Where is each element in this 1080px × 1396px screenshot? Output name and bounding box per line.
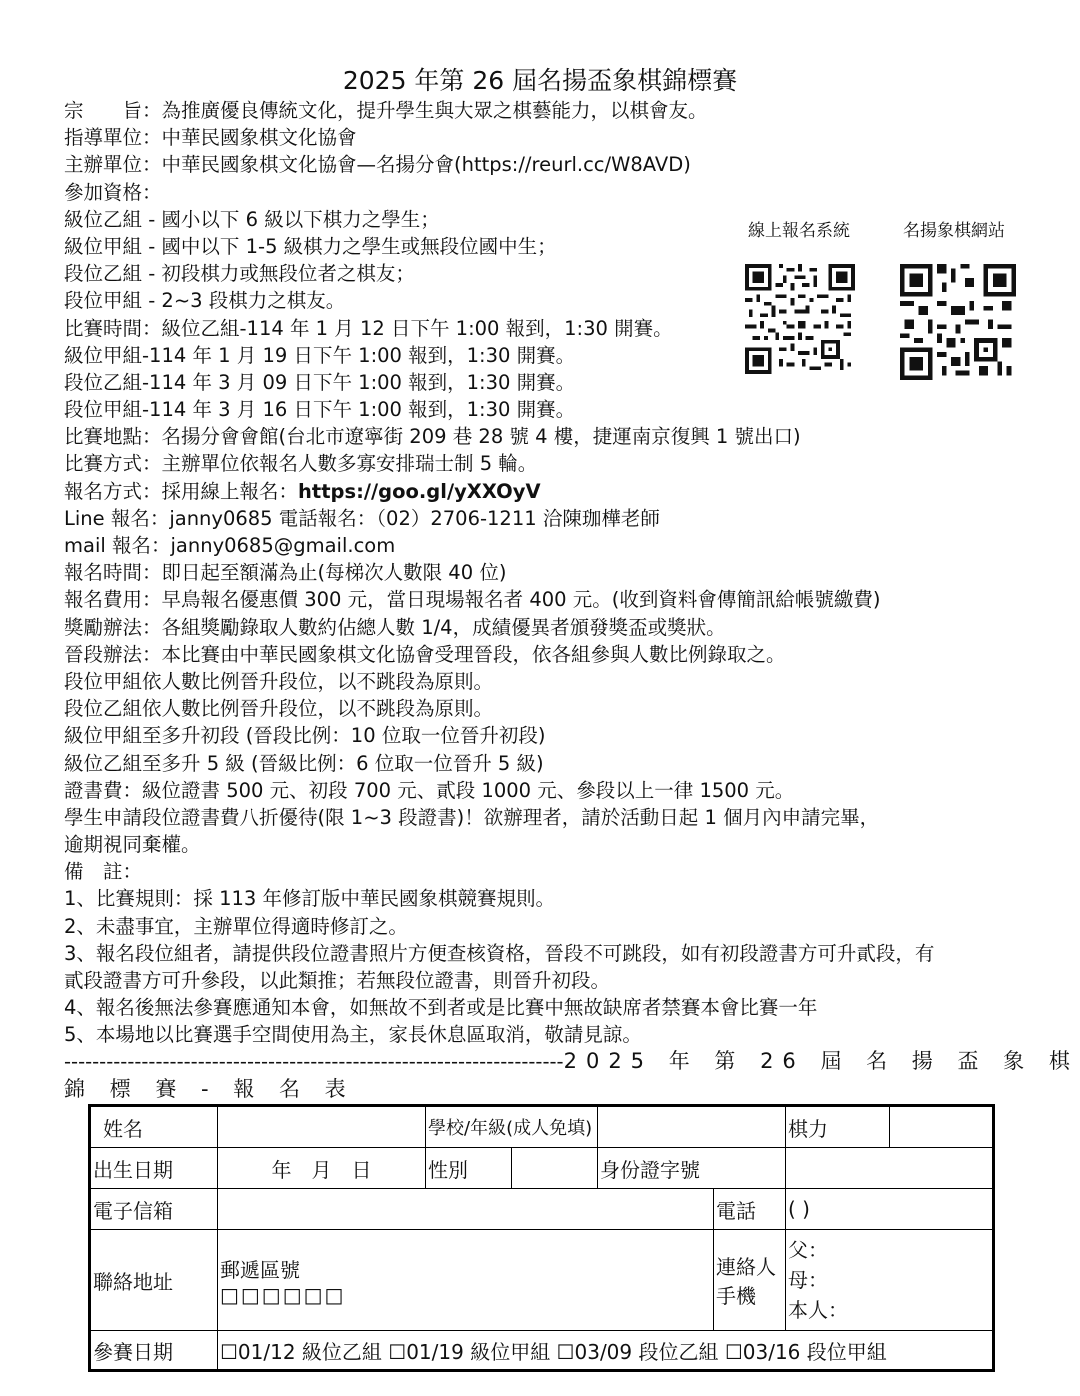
schedule-line: 級位甲組-114 年 1 月 19 日下午 1:00 報到，1:30 開賽。: [64, 343, 576, 367]
contact-label: [714, 1230, 786, 1331]
email-label: 電子信箱: [90, 1189, 218, 1230]
student-discount-line: 學生申請段位證書費八折優待(限 1~3 段證書)！欲辦理者，請於活動日起 1 個月內申請完畢，: [64, 805, 880, 829]
date-label: 參賽日期: [90, 1331, 218, 1371]
id-number-field[interactable]: [786, 1148, 994, 1189]
gender-label: 性別: [426, 1148, 512, 1189]
notes-heading: 備 註：: [64, 860, 143, 884]
gender-field[interactable]: [512, 1148, 598, 1189]
skill-label: 棋力: [786, 1106, 890, 1148]
online-register-label: 線上報名系統: [748, 221, 850, 241]
contact-label-line2: 手機: [716, 1284, 757, 1308]
birth-label: 出生日期: [90, 1148, 218, 1189]
self-phone: 本人：: [788, 1298, 849, 1322]
info-lines: [64, 97, 1024, 1049]
form-divider: [64, 1048, 1079, 1075]
school-field[interactable]: [598, 1106, 786, 1148]
page-title: 2025 年第 26 屆名揚盃象棋錦標賽: [342, 66, 738, 95]
father-phone: 父：: [788, 1238, 829, 1262]
form-title-part2: 錦 標 賽 - 報 名 表: [64, 1077, 355, 1101]
promotion-item: 級位甲組至多升初段 (晉段比例：10 位取一位晉升初段): [64, 724, 546, 748]
phone-field[interactable]: ( ): [786, 1189, 994, 1230]
phone-label: 電話: [714, 1189, 786, 1230]
eligibility-item: 級位乙組 - 國小以下 6 級以下棋力之學生；: [64, 207, 440, 231]
note-item: 5、本場地以比賽選手空間使用為主，家長休息區取消，敬請見諒。: [64, 1023, 642, 1047]
note-item: 4、報名後無法參賽應通知本會，如無故不到者或是比賽中無故缺席者禁賽本會比賽一年: [64, 996, 818, 1020]
form-title-part1: 2025 年 第 26 屆 名 揚 盃 象 棋: [563, 1049, 1079, 1073]
mail-register-line: mail 報名：janny0685@gmail.com: [64, 534, 396, 557]
award-line: 獎勵辦法：各組獎勵錄取人數約佔總人數 1/4，成績優異者頒發獎盃或獎狀。: [64, 615, 726, 639]
format-line: 比賽方式：主辦單位依報名人數多寡安排瑞士制 5 輪。: [64, 452, 538, 476]
advisor-line: 指導單位：中華民國象棋文化協會: [64, 126, 357, 150]
divider-dashes: -----------------------------------------------------------------------: [64, 1050, 564, 1073]
organizer-line: 主辦單位：中華民國象棋文化協會—名揚分會(https://reurl.cc/W8AVD): [64, 153, 691, 177]
register-url-link[interactable]: https://goo.gl/yXXOyV: [298, 479, 541, 503]
eligibility-item: 級位甲組 - 國中以下 1-5 級棋力之學生或無段位國中生；: [64, 234, 557, 258]
promotion-item: 級位乙組至多升 5 級 (晉級比例：6 位取一位晉升 5 級): [64, 751, 544, 775]
name-field[interactable]: [218, 1106, 426, 1148]
note-item: 3、報名段位組者，請提供段位證書照片方便查核資格，晉段不可跳段，如有初段證書方可升貳段，有: [64, 941, 935, 965]
name-label: 姓名: [90, 1106, 218, 1148]
online-register-qr-icon[interactable]: [745, 264, 855, 374]
note-item: 2、未盡事宜，主辦單位得適時修訂之。: [64, 914, 408, 938]
fee-line: 報名費用：早鳥報名優惠價 300 元，當日現場報名者 400 元。(收到資料會傳簡訊給帳號繳費): [64, 588, 881, 612]
postal-boxes[interactable]: □□□□□□: [220, 1282, 346, 1307]
purpose-line: 宗 旨：為推廣優良傳統文化，提升學生與大眾之棋藝能力，以棋會友。: [64, 99, 708, 122]
contact-field[interactable]: [786, 1230, 994, 1331]
promotion-item: 段位甲組依人數比例晉升段位，以不跳段為原則。: [64, 669, 494, 693]
venue-line: 比賽地點：名揚分會會館(台北市遼寧街 209 巷 28 號 4 樓，捷運南京復興 1 號出口): [64, 425, 801, 449]
registration-form: [88, 1104, 995, 1372]
address-field[interactable]: [218, 1230, 714, 1331]
note-item: 1、比賽規則：採 113 年修訂版中華民國象棋競賽規則。: [64, 887, 556, 911]
eligibility-line: 參加資格：: [64, 180, 162, 204]
school-label: 學校/年級(成人免填): [426, 1106, 598, 1148]
email-field[interactable]: [218, 1189, 714, 1230]
register-method-label: 報名方式：採用線上報名：: [64, 479, 299, 503]
student-discount-line: 逾期視同棄權。: [64, 833, 201, 857]
skill-field[interactable]: [890, 1106, 994, 1148]
birth-field[interactable]: 年 月 日: [218, 1148, 426, 1189]
website-qr-icon[interactable]: [900, 264, 1016, 380]
id-number-label: 身份證字號: [598, 1148, 786, 1189]
promotion-item: 段位乙組依人數比例晉升段位，以不跳段為原則。: [64, 697, 494, 721]
eligibility-item: 段位乙組 - 初段棋力或無段位者之棋友；: [64, 262, 415, 286]
eligibility-item: 段位甲組 - 2~3 段棋力之棋友。: [64, 289, 346, 313]
line-register-line: Line 報名：janny0685 電話報名：（02）2706-1211 洽陳珈樺老師: [64, 506, 660, 530]
register-method-line: [64, 478, 1024, 505]
website-label: 名揚象棋網站: [903, 221, 1005, 241]
mother-phone: 母：: [788, 1268, 829, 1292]
promotion-line: 晉段辦法：本比賽由中華民國象棋文化協會受理晉段，依各組參與人數比例錄取之。: [64, 642, 786, 666]
register-time-line: 報名時間：即日起至額滿為止(每梯次人數限 40 位): [64, 561, 507, 585]
schedule-line: 段位甲組-114 年 3 月 16 日下午 1:00 報到，1:30 開賽。: [64, 398, 576, 422]
schedule-line: 比賽時間：級位乙組-114 年 1 月 12 日下午 1:00 報到，1:30 開賽。: [64, 316, 673, 340]
contact-label-line1: 連絡人: [716, 1255, 777, 1279]
date-options[interactable]: ☐01/12 級位乙組 ☐01/19 級位甲組 ☐03/09 段位乙組 ☐03/16 段位甲組: [218, 1331, 994, 1371]
postal-label: 郵遞區號: [220, 1257, 300, 1282]
note-item: 貳段證書方可升參段，以此類推；若無段位證書，則晉升初段。: [64, 969, 611, 992]
certificate-fee-line: 證書費：級位證書 500 元、初段 700 元、貳段 1000 元、參段以上一律 1500 元。: [64, 778, 795, 802]
address-label: 聯絡地址: [90, 1230, 218, 1331]
schedule-line: 段位乙組-114 年 3 月 09 日下午 1:00 報到，1:30 開賽。: [64, 370, 576, 394]
